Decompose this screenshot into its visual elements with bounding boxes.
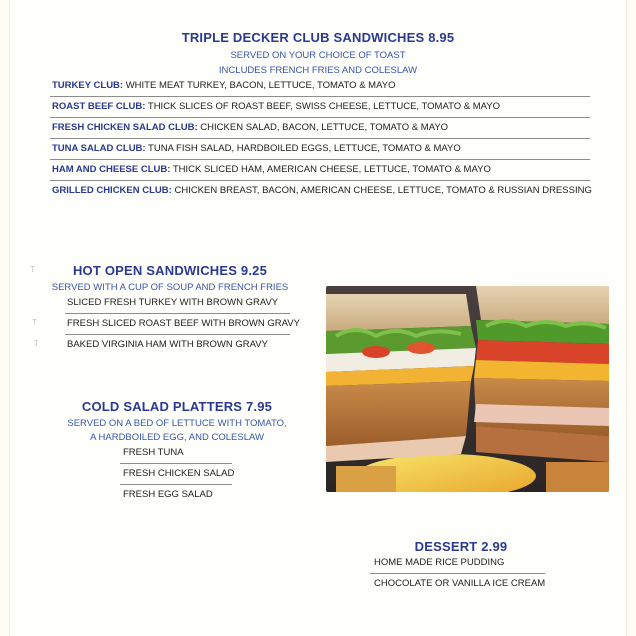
- hot-item-roast-beef: FRESH SLICED ROAST BEEF WITH BROWN GRAVY: [67, 318, 300, 329]
- margin-mark: T: [32, 318, 37, 327]
- divider: [120, 484, 232, 485]
- cold-subtitle-1: SERVED ON A BED OF LETTUCE WITH TOMATO,: [67, 418, 287, 429]
- dessert-item-ice-cream: CHOCOLATE OR VANILLA ICE CREAM: [374, 578, 546, 589]
- margin-mark: T: [34, 339, 39, 348]
- divider: [120, 463, 232, 464]
- divider: [370, 573, 545, 574]
- dessert-title: DESSERT 2.99: [414, 539, 508, 554]
- divider: [65, 313, 290, 314]
- club-item-tuna-salad: TUNA SALAD CLUB: TUNA FISH SALAD, HARDBOILED EGGS, LETTUCE, TOMATO & MAYO: [52, 143, 461, 154]
- club-item-grilled-chicken: GRILLED CHICKEN CLUB: CHICKEN BREAST, BACON, AMERICAN CHEESE, LETTUCE, TOMATO & RUSSIAN DRESSING: [52, 185, 592, 196]
- club-item-turkey: TURKEY CLUB: WHITE MEAT TURKEY, BACON, LETTUCE, TOMATO & MAYO: [52, 80, 396, 91]
- cold-title: COLD SALAD PLATTERS 7.95: [81, 399, 273, 414]
- divider: [65, 334, 290, 335]
- hot-item-turkey: SLICED FRESH TURKEY WITH BROWN GRAVY: [67, 297, 279, 308]
- dessert-item-rice-pudding: HOME MADE RICE PUDDING: [374, 557, 505, 568]
- divider: [50, 180, 590, 181]
- divider: [50, 159, 590, 160]
- divider: [50, 117, 590, 118]
- hot-subtitle: SERVED WITH A CUP OF SOUP AND FRENCH FRIES: [51, 282, 289, 293]
- club-sandwich-photo: [326, 286, 609, 492]
- margin-mark: T: [30, 265, 35, 274]
- divider: [50, 138, 590, 139]
- cold-item-chicken: FRESH CHICKEN SALAD: [123, 468, 235, 479]
- club-subtitle-1: SERVED ON YOUR CHOICE OF TOAST: [230, 50, 406, 61]
- club-title: TRIPLE DECKER CLUB SANDWICHES 8.95: [181, 30, 455, 45]
- cold-item-tuna: FRESH TUNA: [123, 447, 184, 458]
- cold-item-egg: FRESH EGG SALAD: [123, 489, 213, 500]
- club-subtitle-2: INCLUDES FRENCH FRIES AND COLESLAW: [218, 65, 418, 76]
- hot-title: HOT OPEN SANDWICHES 9.25: [72, 263, 268, 278]
- club-item-roast-beef: ROAST BEEF CLUB: THICK SLICES OF ROAST BEEF, SWISS CHEESE, LETTUCE, TOMATO & MAYO: [52, 101, 500, 112]
- menu-page: [10, 0, 626, 636]
- divider: [50, 96, 590, 97]
- club-item-ham-cheese: HAM AND CHEESE CLUB: THICK SLICED HAM, AMERICAN CHEESE, LETTUCE, TOMATO & MAYO: [52, 164, 491, 175]
- cold-subtitle-2: A HARDBOILED EGG, AND COLESLAW: [90, 432, 264, 443]
- hot-item-ham: BAKED VIRGINIA HAM WITH BROWN GRAVY: [67, 339, 268, 350]
- club-item-chicken-salad: FRESH CHICKEN SALAD CLUB: CHICKEN SALAD, BACON, LETTUCE, TOMATO & MAYO: [52, 122, 449, 133]
